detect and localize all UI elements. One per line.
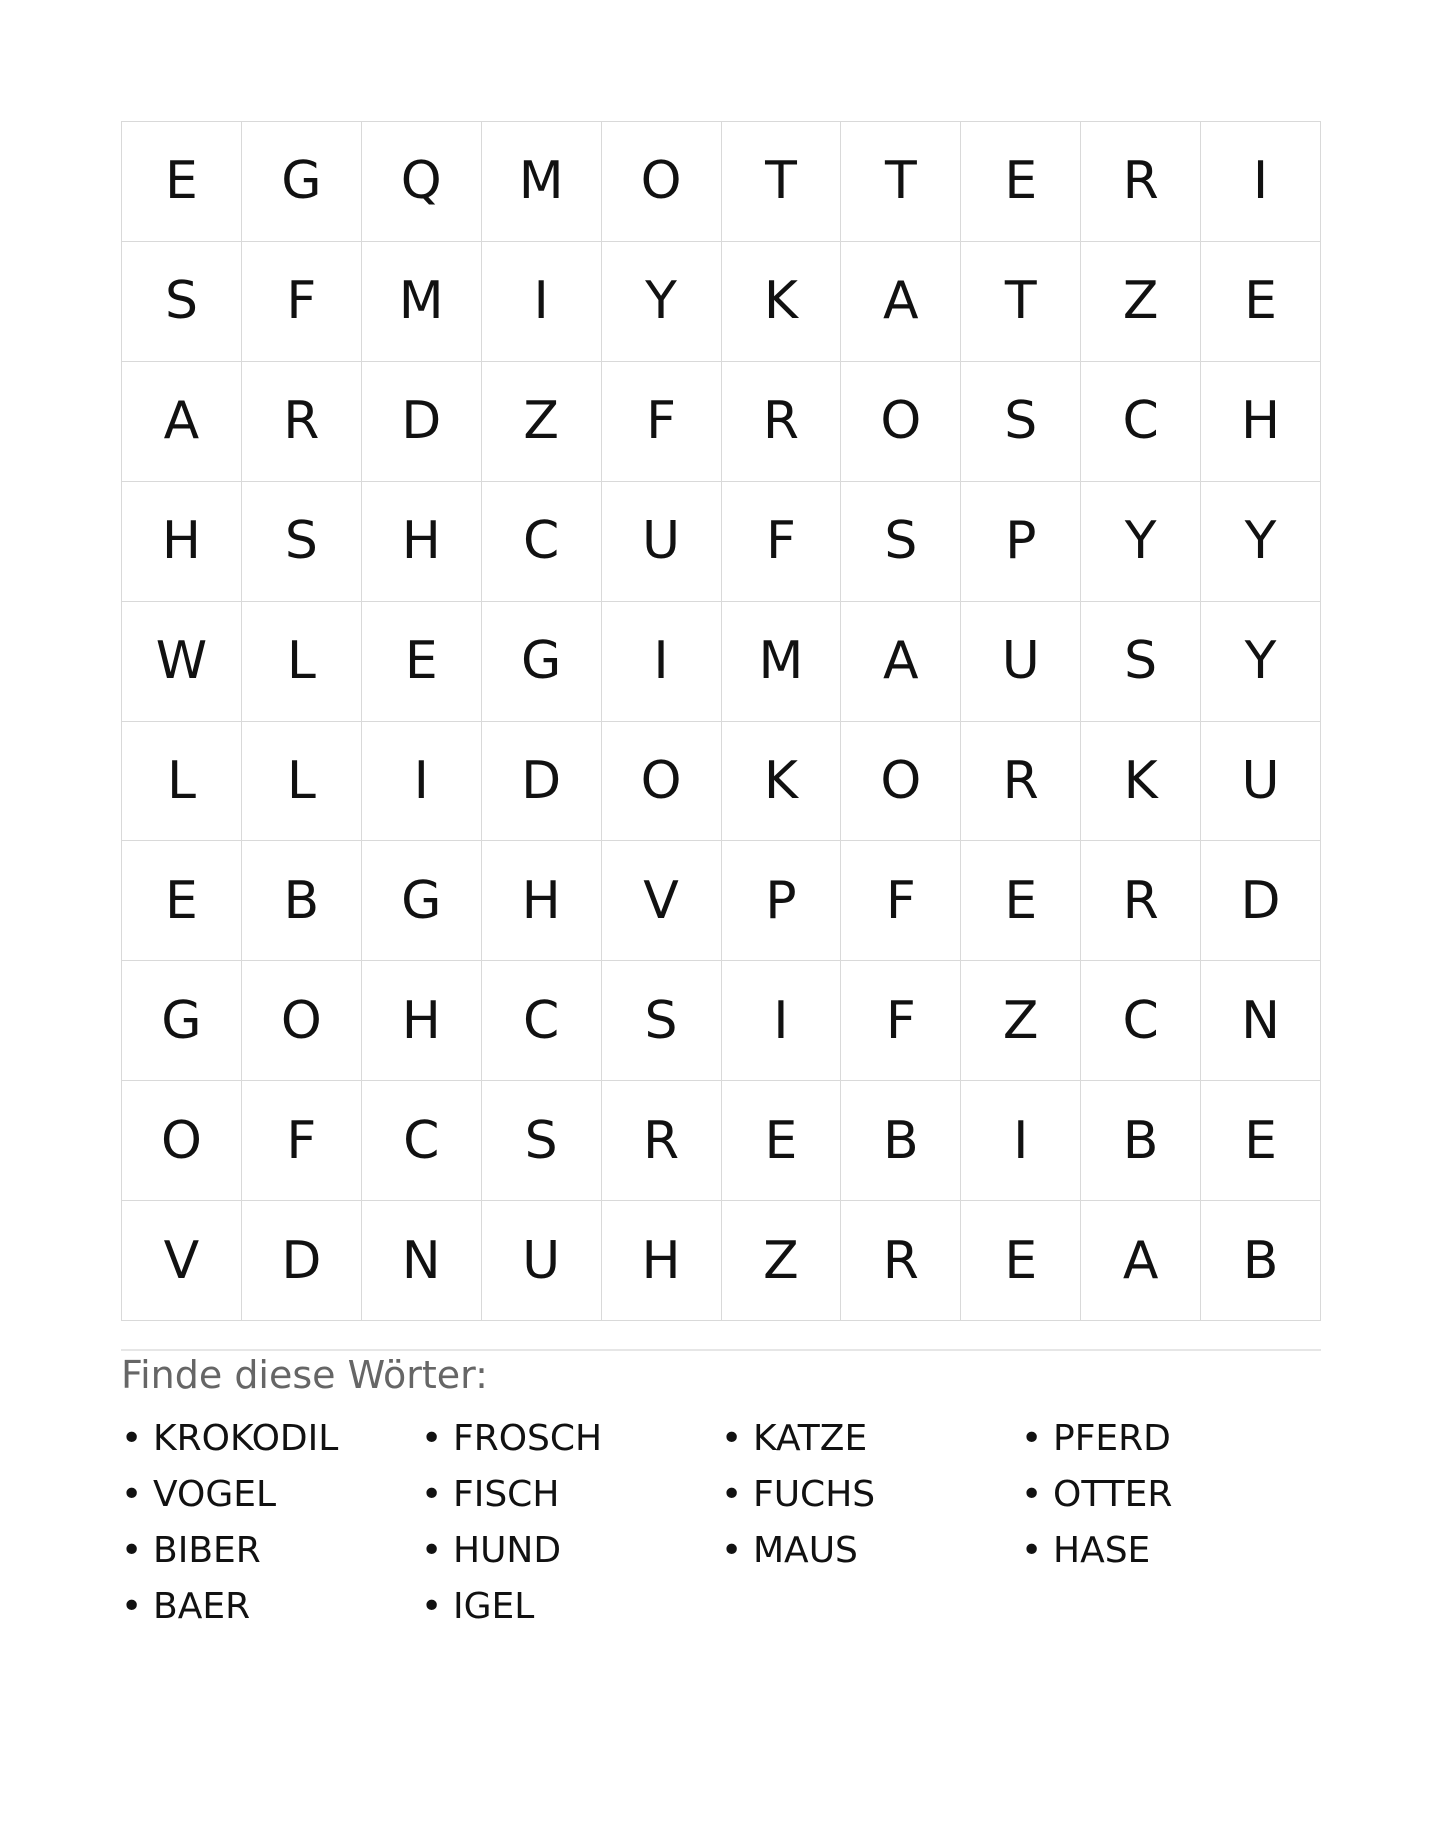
bullet-icon: • — [1021, 1418, 1043, 1459]
grid-cell[interactable]: L — [122, 722, 242, 842]
grid-cell[interactable]: P — [722, 841, 842, 961]
bullet-icon: • — [1021, 1530, 1043, 1571]
bullet-icon: • — [421, 1530, 443, 1571]
grid-cell[interactable]: C — [1081, 961, 1201, 1081]
bullet-icon: • — [421, 1474, 443, 1515]
word-label: FUCHS — [753, 1474, 876, 1515]
grid-cell[interactable]: R — [242, 362, 362, 482]
grid-cell[interactable]: Y — [1201, 602, 1321, 722]
word-list-item — [1021, 1467, 1321, 1523]
word-list-item — [1021, 1411, 1321, 1467]
grid-cell[interactable]: U — [1201, 722, 1321, 842]
grid-cell[interactable]: Z — [961, 961, 1081, 1081]
grid-cell[interactable]: H — [482, 841, 602, 961]
grid-cell[interactable]: K — [722, 242, 842, 362]
grid-cell[interactable]: D — [1201, 841, 1321, 961]
grid-cell[interactable]: O — [841, 362, 961, 482]
grid-cell[interactable]: V — [122, 1201, 242, 1321]
grid-cell[interactable]: L — [242, 602, 362, 722]
bullet-icon: • — [121, 1418, 143, 1459]
bullet-icon: • — [421, 1418, 443, 1459]
bullet-icon: • — [121, 1586, 143, 1627]
grid-cell[interactable]: Q — [362, 122, 482, 242]
grid-cell[interactable]: R — [1081, 122, 1201, 242]
bullet-icon: • — [421, 1586, 443, 1627]
grid-cell[interactable]: U — [602, 482, 722, 602]
grid-cell[interactable]: Y — [1081, 482, 1201, 602]
letter-grid — [121, 121, 1321, 1321]
word-label: KROKODIL — [153, 1418, 339, 1459]
grid-cell[interactable]: U — [961, 602, 1081, 722]
grid-cell[interactable]: Z — [1081, 242, 1201, 362]
grid-cell[interactable]: F — [722, 482, 842, 602]
grid-cell[interactable]: F — [841, 961, 961, 1081]
grid-cell[interactable]: H — [362, 482, 482, 602]
grid-cell[interactable]: H — [602, 1201, 722, 1321]
word-list-item — [721, 1411, 1021, 1467]
word-label: KATZE — [753, 1418, 868, 1459]
grid-cell[interactable]: G — [122, 961, 242, 1081]
grid-cell[interactable]: W — [122, 602, 242, 722]
grid-cell[interactable]: G — [242, 122, 362, 242]
grid-cell[interactable]: I — [961, 1081, 1081, 1201]
grid-cell[interactable]: A — [1081, 1201, 1201, 1321]
divider — [121, 1349, 1321, 1351]
word-list-item — [421, 1411, 721, 1467]
grid-cell[interactable]: O — [122, 1081, 242, 1201]
word-list — [121, 1411, 1321, 1635]
grid-cell[interactable]: H — [122, 482, 242, 602]
grid-cell[interactable]: P — [961, 482, 1081, 602]
grid-cell[interactable]: M — [722, 602, 842, 722]
grid-cell[interactable]: Y — [1201, 482, 1321, 602]
grid-cell[interactable]: M — [482, 122, 602, 242]
word-label: FISCH — [453, 1474, 560, 1515]
grid-cell[interactable]: A — [122, 362, 242, 482]
bullet-icon: • — [721, 1530, 743, 1571]
grid-cell[interactable]: C — [482, 482, 602, 602]
grid-cell[interactable]: I — [722, 961, 842, 1081]
word-label: MAUS — [753, 1530, 858, 1571]
grid-cell[interactable]: A — [841, 602, 961, 722]
grid-cell[interactable]: E — [122, 841, 242, 961]
grid-cell[interactable]: N — [1201, 961, 1321, 1081]
grid-cell[interactable]: B — [841, 1081, 961, 1201]
grid-cell[interactable]: N — [362, 1201, 482, 1321]
grid-cell[interactable]: R — [722, 362, 842, 482]
grid-cell[interactable]: E — [122, 122, 242, 242]
bullet-icon: • — [1021, 1474, 1043, 1515]
grid-cell[interactable]: Z — [722, 1201, 842, 1321]
grid-cell[interactable]: B — [1081, 1081, 1201, 1201]
grid-cell[interactable]: S — [1081, 602, 1201, 722]
grid-cell[interactable]: T — [841, 122, 961, 242]
grid-cell[interactable]: S — [961, 362, 1081, 482]
grid-cell[interactable]: E — [1201, 1081, 1321, 1201]
word-list-item — [721, 1523, 1021, 1579]
word-list-item — [121, 1467, 421, 1523]
word-list-item — [721, 1467, 1021, 1523]
grid-cell[interactable]: D — [482, 722, 602, 842]
grid-cell[interactable]: O — [841, 722, 961, 842]
grid-cell[interactable]: R — [961, 722, 1081, 842]
bullet-icon: • — [121, 1530, 143, 1571]
grid-cell[interactable]: O — [242, 961, 362, 1081]
grid-cell[interactable]: K — [1081, 722, 1201, 842]
grid-cell[interactable]: E — [961, 1201, 1081, 1321]
grid-cell[interactable]: G — [482, 602, 602, 722]
word-list-item — [121, 1411, 421, 1467]
word-list-item — [1021, 1523, 1321, 1579]
grid-cell[interactable]: I — [362, 722, 482, 842]
grid-cell[interactable]: G — [362, 841, 482, 961]
grid-cell[interactable]: D — [362, 362, 482, 482]
grid-cell[interactable]: C — [362, 1081, 482, 1201]
grid-cell[interactable]: S — [482, 1081, 602, 1201]
grid-cell[interactable]: S — [602, 961, 722, 1081]
word-list-item — [421, 1579, 721, 1635]
word-label: PFERD — [1053, 1418, 1171, 1459]
word-list-item — [421, 1467, 721, 1523]
grid-cell[interactable]: K — [722, 722, 842, 842]
grid-cell[interactable]: R — [841, 1201, 961, 1321]
word-label: BIBER — [153, 1530, 261, 1571]
word-list-item — [121, 1579, 421, 1635]
grid-cell[interactable]: Y — [602, 242, 722, 362]
grid-cell[interactable]: E — [961, 841, 1081, 961]
grid-cell[interactable]: L — [242, 722, 362, 842]
grid-cell[interactable]: E — [362, 602, 482, 722]
word-label: FROSCH — [453, 1418, 603, 1459]
word-label: HUND — [453, 1530, 562, 1571]
grid-cell[interactable]: D — [242, 1201, 362, 1321]
grid-cell[interactable]: E — [1201, 242, 1321, 362]
grid-cell[interactable]: H — [362, 961, 482, 1081]
bullet-icon: • — [121, 1474, 143, 1515]
word-list-item — [421, 1523, 721, 1579]
grid-cell[interactable]: B — [1201, 1201, 1321, 1321]
grid-cell[interactable]: B — [242, 841, 362, 961]
grid-cell[interactable]: T — [722, 122, 842, 242]
word-label: VOGEL — [153, 1474, 277, 1515]
grid-cell[interactable]: I — [1201, 122, 1321, 242]
grid-cell[interactable]: I — [482, 242, 602, 362]
grid-cell[interactable]: Z — [482, 362, 602, 482]
grid-cell[interactable]: T — [961, 242, 1081, 362]
grid-cell[interactable]: I — [602, 602, 722, 722]
word-label: OTTER — [1053, 1474, 1173, 1515]
word-list-title: Finde diese Wörter: — [121, 1353, 488, 1397]
grid-cell[interactable]: R — [602, 1081, 722, 1201]
grid-cell[interactable]: V — [602, 841, 722, 961]
grid-cell[interactable]: M — [362, 242, 482, 362]
grid-cell[interactable]: F — [242, 242, 362, 362]
word-label: IGEL — [453, 1586, 535, 1627]
bullet-icon: • — [721, 1418, 743, 1459]
grid-cell[interactable]: F — [841, 841, 961, 961]
word-label: BAER — [153, 1586, 251, 1627]
grid-cell[interactable]: U — [482, 1201, 602, 1321]
grid-cell[interactable]: S — [242, 482, 362, 602]
grid-cell[interactable]: E — [722, 1081, 842, 1201]
grid-cell[interactable]: R — [1081, 841, 1201, 961]
grid-cell[interactable]: O — [602, 122, 722, 242]
grid-cell[interactable]: F — [242, 1081, 362, 1201]
grid-cell[interactable]: S — [122, 242, 242, 362]
word-label: HASE — [1053, 1530, 1151, 1571]
grid-cell[interactable]: S — [841, 482, 961, 602]
grid-cell[interactable]: O — [602, 722, 722, 842]
grid-cell[interactable]: H — [1201, 362, 1321, 482]
bullet-icon: • — [721, 1474, 743, 1515]
grid-cell[interactable]: C — [1081, 362, 1201, 482]
word-list-item — [121, 1523, 421, 1579]
grid-cell[interactable]: A — [841, 242, 961, 362]
grid-cell[interactable]: C — [482, 961, 602, 1081]
grid-cell[interactable]: E — [961, 122, 1081, 242]
grid-cell[interactable]: F — [602, 362, 722, 482]
